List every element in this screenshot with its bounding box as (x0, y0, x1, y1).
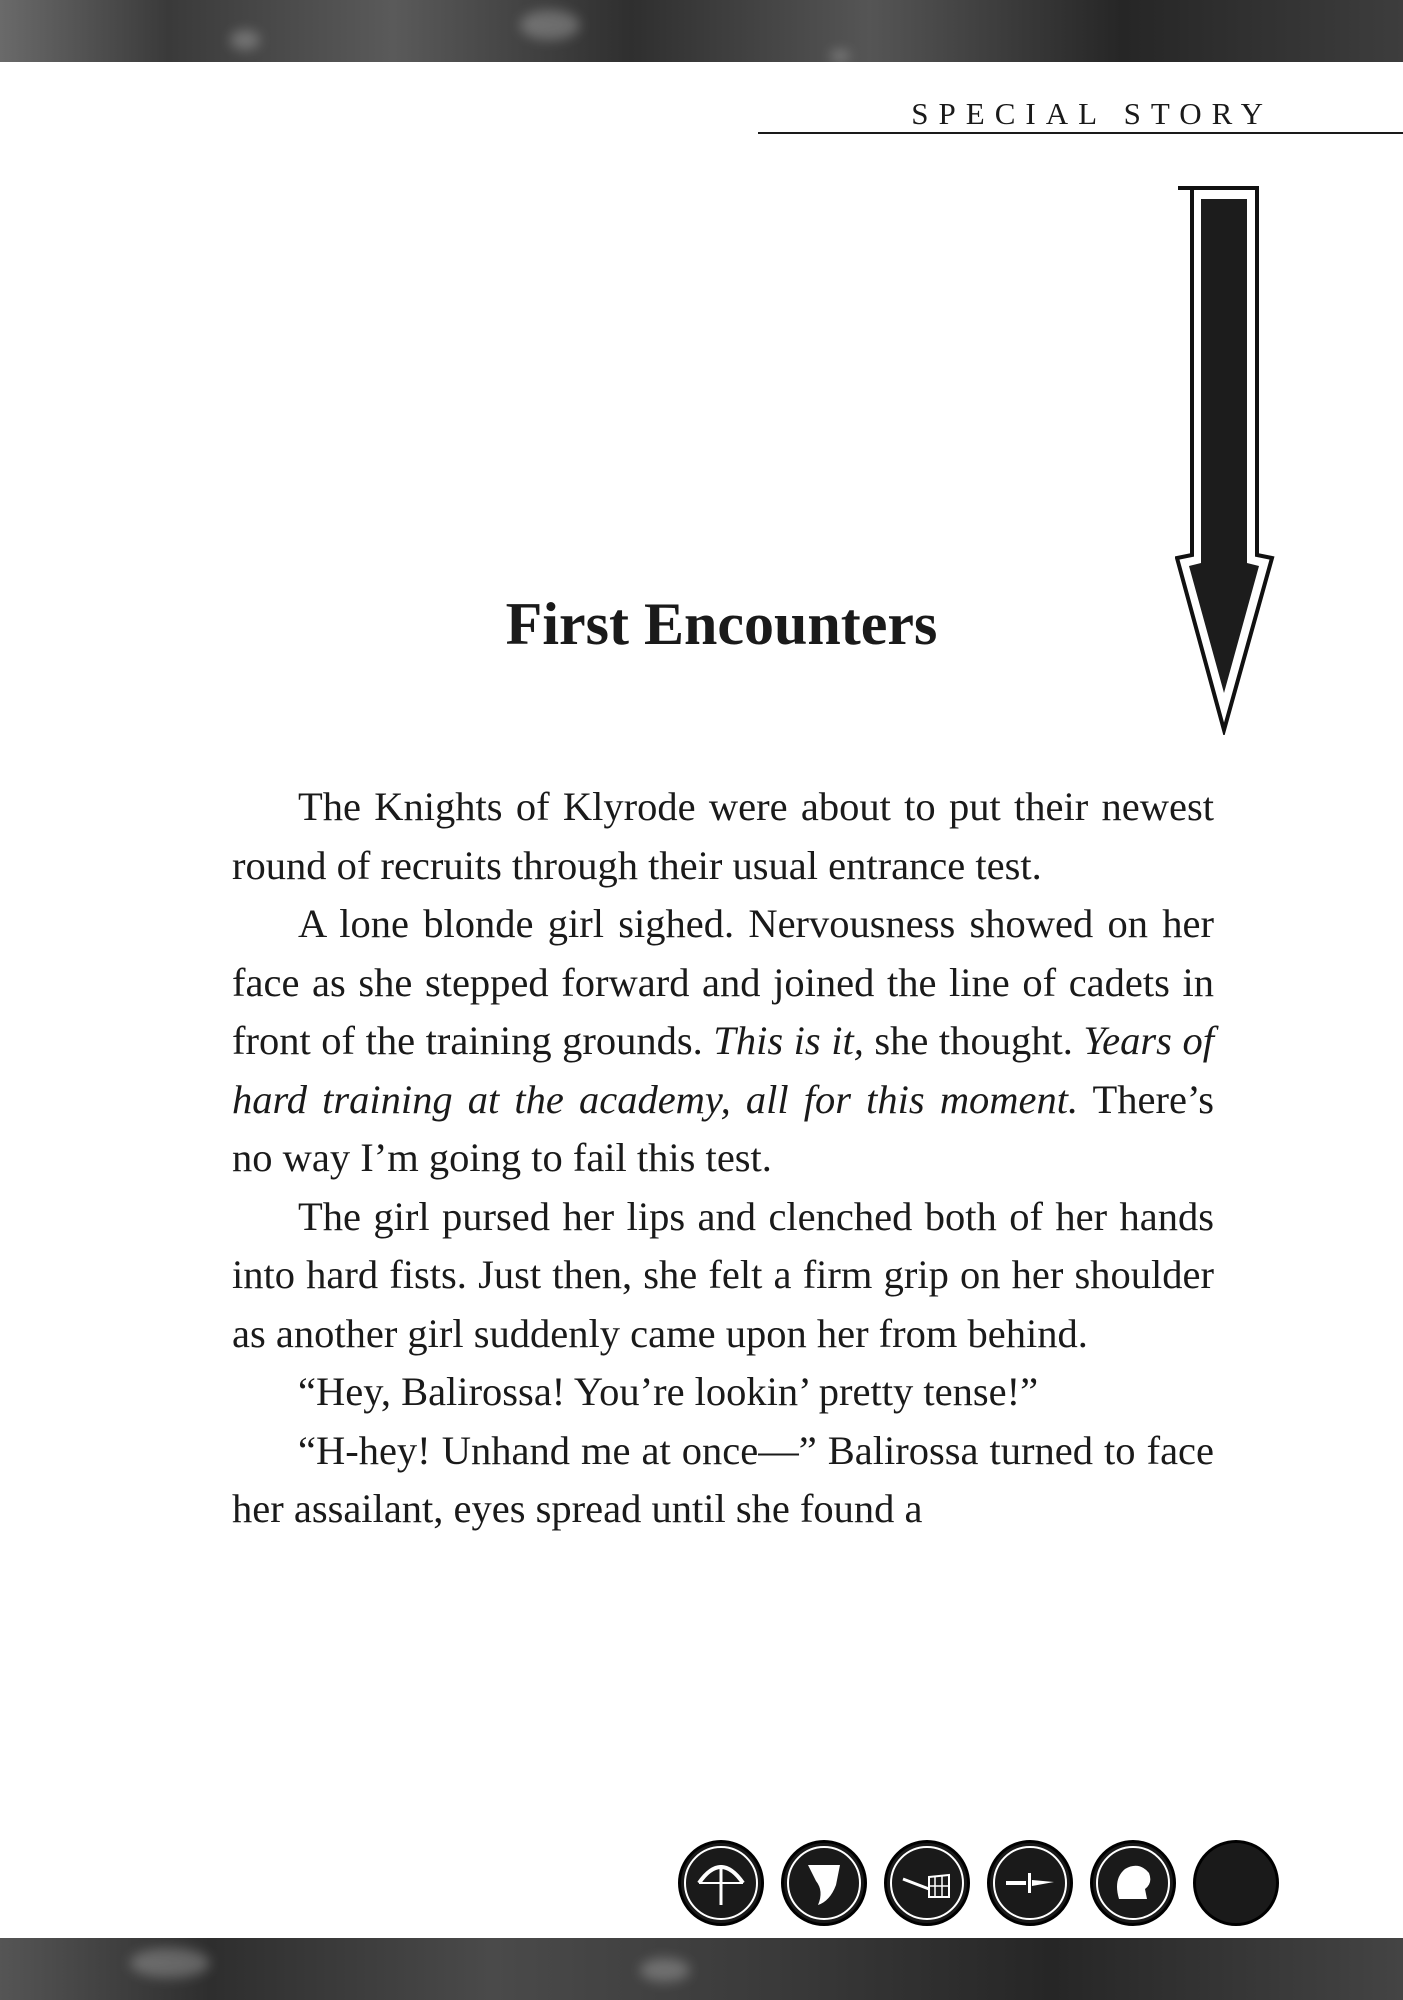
bottom-border-band (0, 1938, 1403, 2000)
sword-icon (987, 1840, 1073, 1926)
italic-thought-1: This is it, (713, 1018, 864, 1063)
italic-thought-2: Years of hard training at the academy, all for this moment. (232, 1018, 1214, 1122)
paragraph-4: “Hey, Balirossa! You’re lookin’ pretty tense!” (298, 1369, 1039, 1414)
blank-icon (1193, 1840, 1279, 1926)
helmet-icon (1090, 1840, 1176, 1926)
header-label: SPECIAL STORY (911, 96, 1273, 131)
net-icon (884, 1840, 970, 1926)
top-border-band (0, 0, 1403, 62)
story-body (232, 778, 1214, 1539)
paragraph-2: A lone blonde girl sighed. Nervousness showed on her face as she stepped forward and joined the line of cadets in front of the training grounds. This is it, she thought. Years of hard training at the academy, all for this moment. There’s no way I’m going to fail this test. (232, 901, 1215, 1180)
shield-icon (781, 1840, 867, 1926)
character-icon-row (678, 1840, 1279, 1926)
chapter-title: First Encounters (505, 591, 938, 657)
paragraph-5: “H-hey! Unhand me at once—” Balirossa turned to face her assailant, eyes spread until she found a (232, 1427, 1214, 1531)
bow-icon (678, 1840, 764, 1926)
running-header (758, 96, 1403, 134)
paragraph-3: The girl pursed her lips and clenched both of her hands into hard fists. Just then, she felt a firm grip on her shoulder as another girl suddenly came upon her from behind. (232, 1193, 1214, 1356)
paragraph-1: The Knights of Klyrode were about to put their newest round of recruits through their usual entrance test. (232, 784, 1214, 888)
